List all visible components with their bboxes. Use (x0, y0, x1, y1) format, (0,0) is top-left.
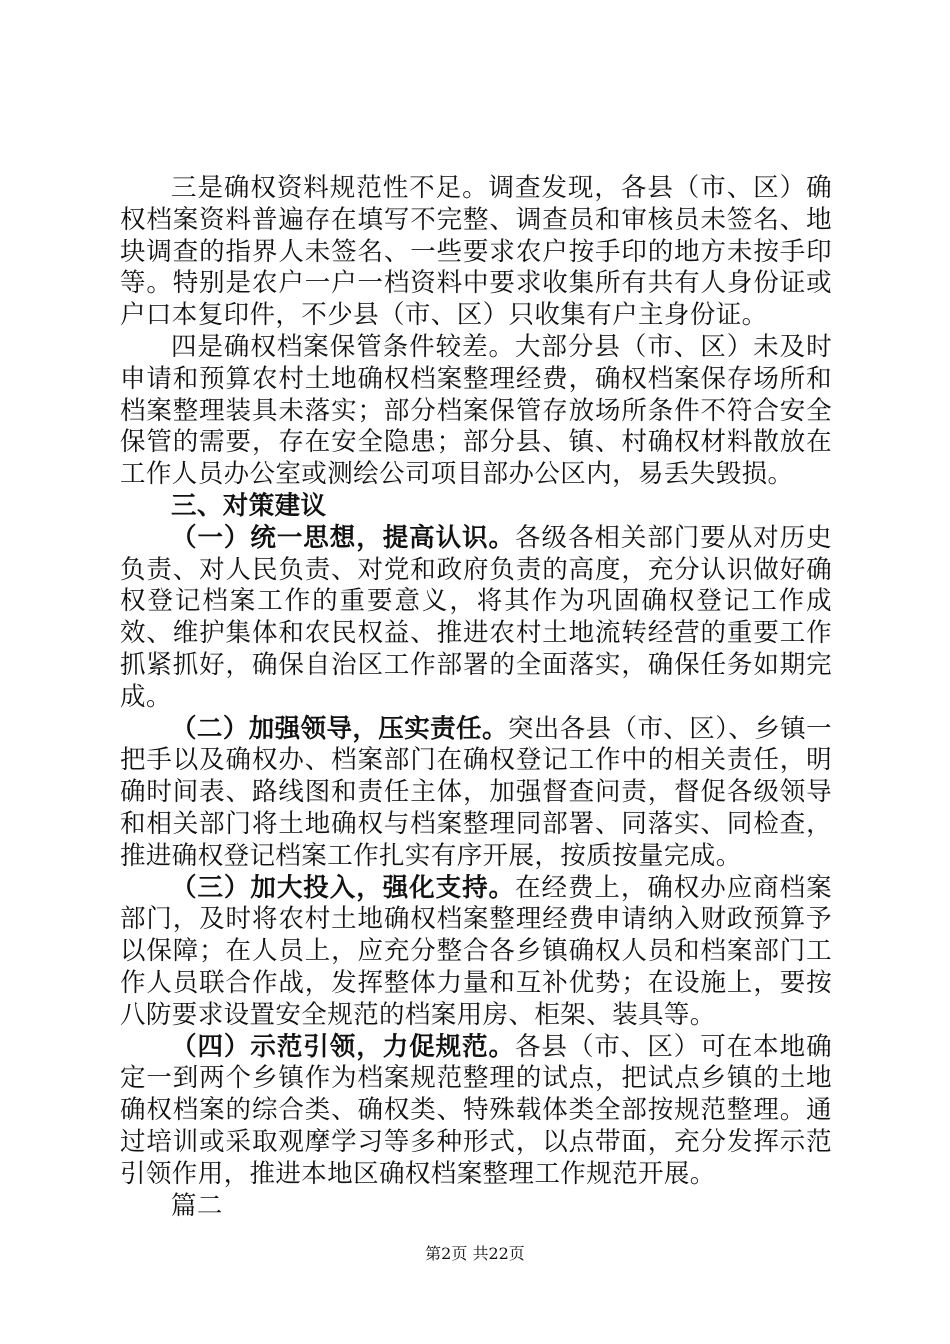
section-heading: 三、对策建议 (171, 490, 327, 521)
next-section-label: 篇二 (171, 1190, 223, 1221)
paragraph-text: 四是确权档案保管条件较差。大部分县（市、区）未及时申请和预算农村土地确权档案整理经费，确权档案保存场所和档案整理装具未落实；部分档案保管存放场所条件不符合安全保管的需要，存在安全隐患；部分县、镇、村确权材料散放在工作人员办公室或测绘公司项目部办公区内，易丢失毁损。 (120, 331, 832, 490)
suggestion-text: 各县（市、区）可在本地确定一到两个乡镇作为档案规范整理的试点，把试点乡镇的土地确权档案的综合类、确权类、特殊载体类全部按规范整理。通过培训或采取观摩学习等多种形式，以点带面，充分发挥示范引领作用，推进本地区确权档案整理工作规范开展。 (120, 1031, 832, 1189)
suggestion-lead: （二）加强领导，压实责任。 (171, 713, 508, 744)
suggestion-item-1 (120, 523, 832, 714)
page-footer (0, 1243, 950, 1265)
suggestion-text: 各级各相关部门要从对历史负责、对人民负责、对党和政府负责的高度，充分认识做好确权登记档案工作的重要意义，将其作为巩固确权登记工作成效、维护集体和农民权益、推进农村土地流转经营的重要工作抓紧抓好，确保自治区工作部署的全面落实，确保任务如期完成。 (120, 522, 832, 712)
suggestion-text: 在经费上，确权办应商档案部门，及时将农村土地确权档案整理经费申请纳入财政预算予以保障；在人员上，应充分整合各乡镇确权人员和档案部门工作人员联合作战，发挥整体力量和互补优势；在设施上，要按八防要求设置安全规范的档案用房、柜架、装具等。 (120, 872, 832, 1030)
suggestion-text: 突出各县（市、区）、乡镇一把手以及确权办、档案部门在确权登记工作中的相关责任，明确时间表、路线图和责任主体，加强督查问责，督促各级领导和相关部门将土地确权与档案整理同部署、同落实、同检查，推进确权登记档案工作扎实有序开展，按质按量完成。 (120, 713, 833, 871)
suggestion-item-4 (120, 1032, 832, 1191)
suggestion-item-3 (120, 873, 832, 1032)
suggestion-lead: （三）加大投入，强化支持。 (171, 872, 516, 903)
suggestion-lead: （一）统一思想，提高认识。 (171, 522, 516, 553)
suggestion-lead: （四）示范引领，力促规范。 (171, 1031, 516, 1062)
suggestion-item-2 (120, 714, 832, 873)
document-body (120, 173, 832, 1222)
page-number-label: 第2页 共22页 (425, 1244, 525, 1263)
paragraph-item-3 (120, 173, 832, 332)
paragraph-item-4 (120, 332, 832, 491)
paragraph-text: 三是确权资料规范性不足。调查发现，各县（市、区）确权档案资料普遍存在填写不完整、调查员和审核员未签名、地块调查的指界人未签名、一些要求农户按手印的地方未按手印等。特别是农户一户一档资料中要求收集所有共有人身份证或户口本复印件，不少县（市、区）只收集有户主身份证。 (120, 173, 832, 331)
